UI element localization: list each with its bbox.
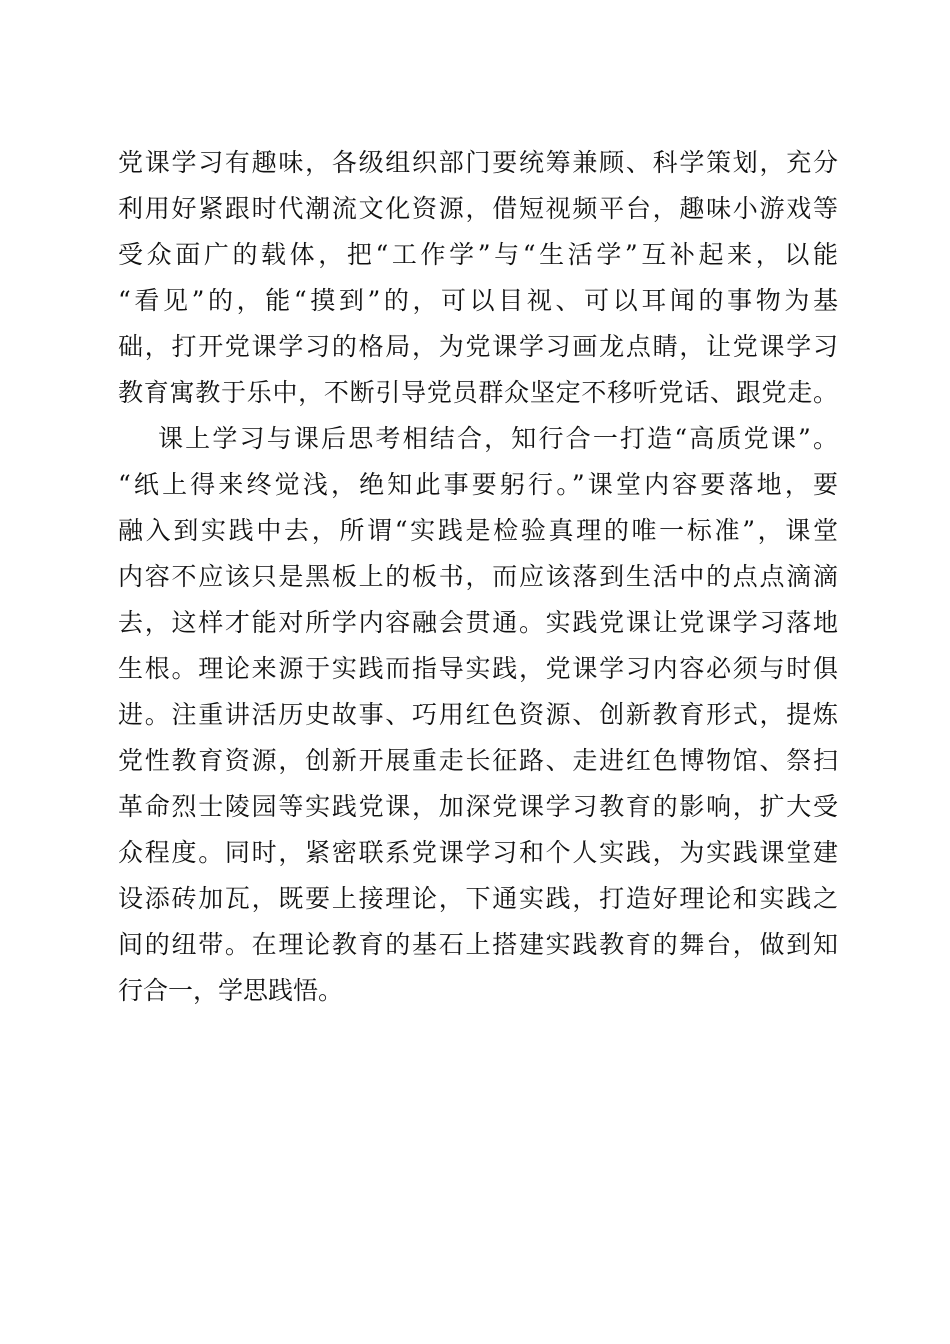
paragraph-1-line-5: 础，打开党课学习的格局，为党课学习画龙点睛，让党课学习 — [118, 332, 838, 361]
paragraph-1-line-3: 受众面广的载体，把“工作学”与“生活学”互补起来，以能 — [118, 240, 838, 269]
paragraph-2-line-10: 众程度。同时，紧密联系党课学习和个人实践，为实践课堂建 — [118, 838, 838, 867]
paragraph-2-line-6: 生根。理论来源于实践而指导实践，党课学习内容必须与时俱 — [118, 654, 838, 683]
paragraph-2-line-11: 设添砖加瓦，既要上接理论，下通实践，打造好理论和实践之 — [118, 884, 838, 913]
paragraph-2-line-9: 革命烈士陵园等实践党课，加深党课学习教育的影响，扩大受 — [118, 792, 838, 821]
paragraph-2-line-5: 去，这样才能对所学内容融会贯通。实践党课让党课学习落地 — [118, 608, 838, 637]
paragraph-2-line-13: 行合一，学思践悟。 — [118, 976, 344, 1005]
body-text — [118, 140, 838, 1014]
paragraph-1-line-2: 利用好紧跟时代潮流文化资源，借短视频平台，趣味小游戏等 — [118, 194, 838, 223]
paragraph-2-line-1: 课上学习与课后思考相结合，知行合一打造“高质党课”。 — [158, 424, 838, 453]
paragraph-2-line-7: 进。注重讲活历史故事、巧用红色资源、创新教育形式，提炼 — [118, 700, 838, 729]
paragraph-1-line-4: “看见”的，能“摸到”的，可以目视、可以耳闻的事物为基 — [118, 286, 838, 315]
paragraph-2-line-12: 间的纽带。在理论教育的基石上搭建实践教育的舞台，做到知 — [118, 930, 838, 959]
paragraph-1-line-6: 教育寓教于乐中，不断引导党员群众坚定不移听党话、跟党走。 — [118, 378, 838, 407]
paragraph-2-line-2: “纸上得来终觉浅，绝知此事要躬行。”课堂内容要落地，要 — [118, 470, 838, 499]
paragraph-1-line-1: 党课学习有趣味，各级组织部门要统筹兼顾、科学策划，充分 — [118, 148, 838, 177]
paragraph-2-line-4: 内容不应该只是黑板上的板书，而应该落到生活中的点点滴滴 — [118, 562, 838, 591]
paragraph-2-line-8: 党性教育资源，创新开展重走长征路、走进红色博物馆、祭扫 — [118, 746, 838, 775]
paragraph-2-line-3: 融入到实践中去，所谓“实践是检验真理的唯一标准”，课堂 — [118, 516, 838, 545]
